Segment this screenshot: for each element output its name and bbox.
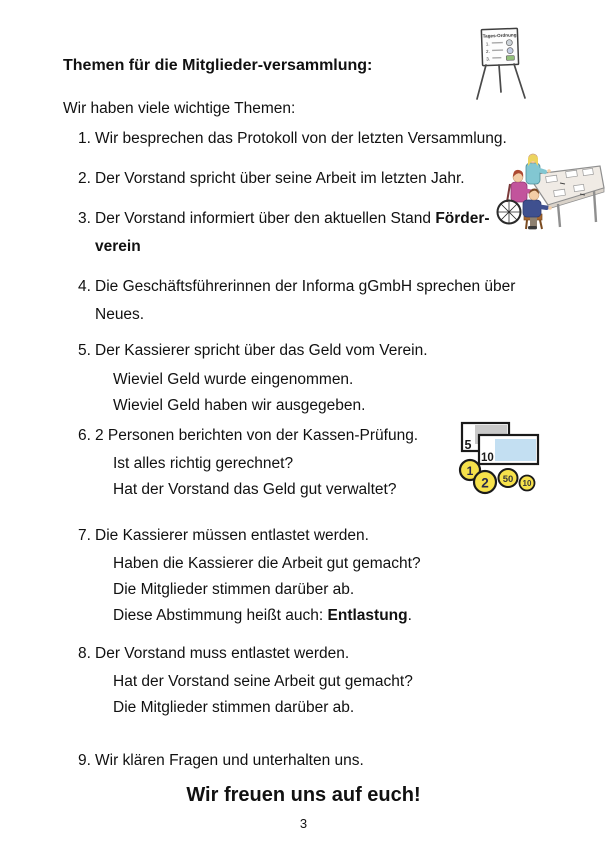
banknote-10-value: 10 [481, 452, 494, 464]
flipchart-icon [468, 26, 532, 104]
item-number: 9. [78, 752, 91, 769]
shoe [528, 226, 537, 229]
sub-text-suffix: . [407, 607, 412, 624]
item-number: 6. [78, 427, 91, 444]
item-number: 7. [78, 527, 91, 544]
flipchart-row-2-number: 2. [486, 48, 490, 54]
flipchart-row-2-icon [507, 48, 513, 54]
item-number: 8. [78, 645, 91, 662]
agenda-item-4-line-2: Neues. [95, 306, 145, 323]
banknote-10 [479, 435, 538, 464]
agenda-item-7-sub-2: Die Mitglieder stimmen darüber ab. [113, 581, 355, 598]
flipchart-row-1-icon [506, 40, 512, 46]
flipchart-legs [477, 64, 525, 99]
flipchart-row-3-icon [506, 56, 514, 61]
agenda-item-5 [78, 342, 428, 360]
hand [548, 206, 552, 210]
coin-2-value: 2 [481, 475, 489, 491]
agenda-item-2 [78, 170, 465, 188]
item-number: 1. [78, 130, 91, 147]
agenda-item-7-sub-3 [113, 607, 412, 625]
coin-50 [499, 469, 518, 487]
item-number: 5. [78, 342, 91, 359]
item-text: Der Vorstand spricht über seine Arbeit im letzten Jahr. [95, 170, 465, 187]
item-number: 4. [78, 278, 91, 295]
item-text-bold: Förder- [435, 210, 490, 227]
item-number: 2. [78, 170, 91, 187]
coin-1-value: 1 [466, 464, 474, 478]
coin-2 [474, 471, 496, 493]
coin-10-value: 10 [522, 479, 532, 489]
agenda-item-6-sub-2: Hat der Vorstand das Geld gut verwaltet? [113, 481, 397, 498]
closing-line: Wir freuen uns auf euch! [186, 784, 421, 806]
item-text: Die Kassierer müssen entlastet werden. [95, 527, 369, 544]
item-text: Der Kassierer spricht über das Geld vom Verein. [95, 342, 428, 359]
agenda-item-7-sub-1: Haben die Kassierer die Arbeit gut gemacht? [113, 555, 421, 572]
agenda-item-1 [78, 130, 507, 148]
item-text: 2 Personen berichten von der Kassen-Prüfung. [95, 427, 419, 444]
item-text: Wir besprechen das Protokoll von der letzten Versammlung. [95, 130, 507, 147]
flipchart-illustration [468, 26, 532, 109]
flipchart-row-1-number: 1. [485, 41, 490, 47]
money-illustration [455, 418, 550, 508]
page-title: Themen für die Mitglieder-versammlung: [63, 57, 373, 74]
sub-text-bold: Entlastung [327, 607, 408, 624]
flipchart-row-3-number: 3. [486, 56, 491, 62]
agenda-item-3 [78, 210, 490, 228]
item-number: 3. [78, 210, 91, 227]
agenda-item-9 [78, 752, 364, 770]
agenda-item-7 [78, 527, 369, 545]
wheelchair-frame [507, 184, 510, 202]
banknote-5-value: 5 [464, 438, 472, 452]
agenda-item-8 [78, 645, 349, 663]
sub-text: Diese Abstimmung heißt auch: [113, 607, 328, 624]
money-icon [455, 418, 550, 503]
item-text: Wir klären Fragen und unterhalten uns. [95, 752, 364, 769]
agenda-item-8-sub-2: Die Mitglieder stimmen darüber ab. [113, 699, 355, 716]
coin-50-value: 50 [502, 473, 514, 485]
agenda-item-5-sub-1: Wieviel Geld wurde eingenommen. [113, 371, 354, 388]
item-text: Der Vorstand informiert über den aktuellen Stand [95, 210, 436, 227]
meeting-table-illustration [488, 150, 607, 235]
agenda-item-8-sub-1: Hat der Vorstand seine Arbeit gut gemacht? [113, 673, 413, 690]
item-text: Der Vorstand muss entlastet werden. [95, 645, 350, 662]
agenda-item-6-sub-1: Ist alles richtig gerechnet? [113, 455, 294, 472]
intro-line: Wir haben viele wichtige Themen: [63, 100, 296, 117]
hand [547, 169, 551, 173]
meeting-table-icon [488, 150, 607, 230]
agenda-item-5-sub-2: Wieviel Geld haben wir ausgegeben. [113, 397, 366, 414]
item-text: Die Geschäftsführerinnen der Informa gGmbH sprechen über [95, 278, 516, 295]
coin-10 [520, 476, 535, 491]
agenda-item-6 [78, 427, 418, 445]
page-number: 3 [299, 816, 308, 831]
flipchart-board-title: Tages-Ordnung [482, 32, 517, 39]
agenda-item-4 [78, 278, 515, 296]
agenda-item-3-line-2: verein [95, 238, 141, 255]
